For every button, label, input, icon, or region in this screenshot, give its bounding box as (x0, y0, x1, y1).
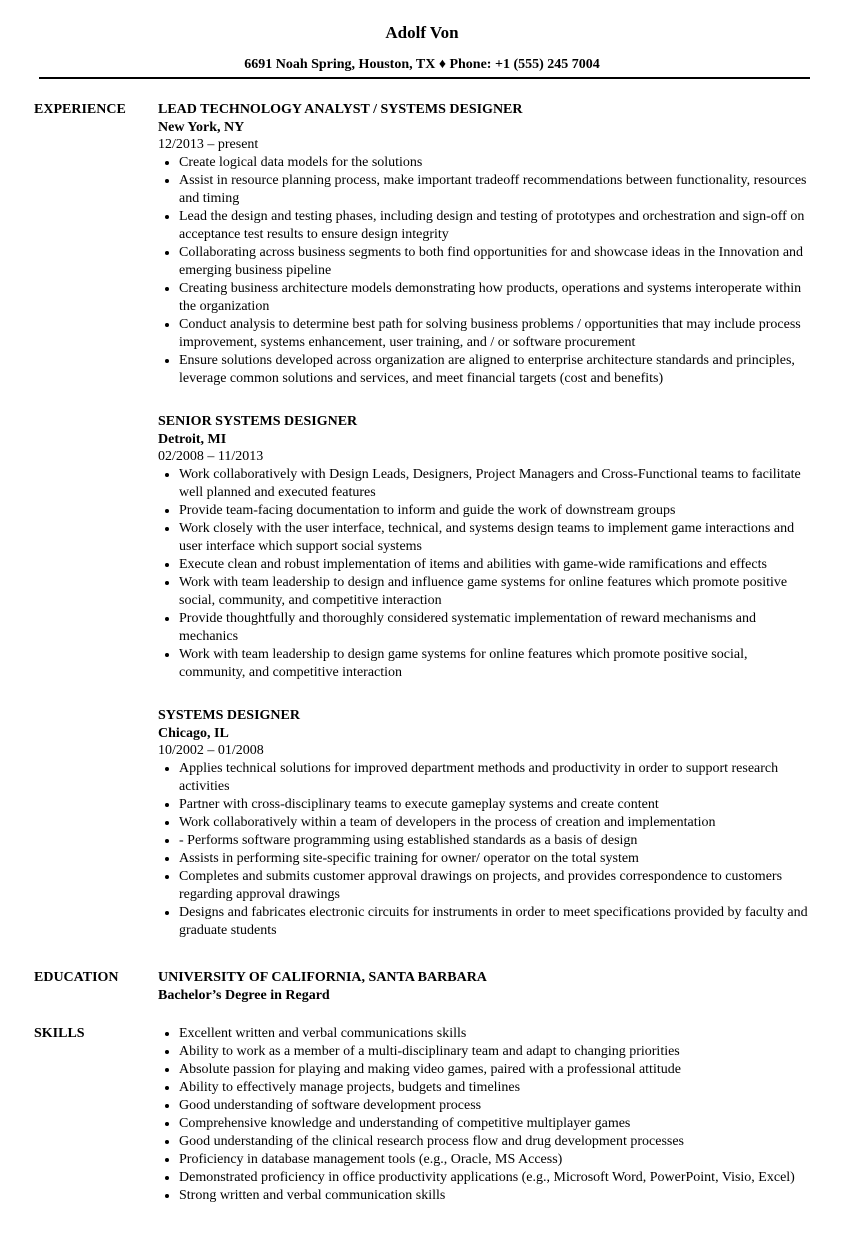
job-entry-lead-technology-analyst (158, 100, 810, 388)
education-content (158, 968, 810, 1005)
degree-name: Bachelor’s Degree in Regard (158, 988, 330, 1003)
section-education (34, 968, 810, 1005)
job-location: Detroit, MI (158, 432, 227, 447)
skills-content (158, 1024, 810, 1205)
job-entry-senior-systems-designer (158, 412, 810, 682)
bullet-item: • Work collaboratively with Design Leads, Designers, Project Managers and Cross-Functional teams to facilitate well planned and executed features (179, 466, 810, 502)
bullet-item: • Provide team-facing documentation to inform and guide the work of downstream groups (179, 502, 810, 520)
job-entry-systems-designer (158, 706, 810, 940)
job-bullet-list (158, 466, 810, 682)
job-title: SENIOR SYSTEMS DESIGNER (158, 414, 358, 429)
bullet-item: • - Performs software programming using established standards as a basis of design (179, 832, 810, 850)
bullet-item: • Completes and submits customer approval drawings on projects, and provides correspondence to customers regarding approval drawings (179, 868, 810, 904)
bullet-item: • Lead the design and testing phases, including design and testing of prototypes and orchestration and sign-off on acceptance test results to ensure design integrity (179, 208, 810, 244)
job-title: SYSTEMS DESIGNER (158, 708, 300, 723)
bullet-item: • Good understanding of software development process (179, 1097, 810, 1115)
bullet-item: • Ensure solutions developed across organization are aligned to enterprise architecture standards and principles, leverage common solutions and services, and meet financial targets (cost and benefits) (179, 352, 810, 388)
bullet-item: • Conduct analysis to determine best path for solving business problems / opportunities that may include process improvement, systems enhancement, user training, and / or software procurement (179, 316, 810, 352)
bullet-item: • Work with team leadership to design and influence game systems for online features which promote positive social, community, and competitive interaction (179, 574, 810, 610)
bullet-item: • Proficiency in database management tools (e.g., Oracle, MS Access) (179, 1151, 810, 1169)
job-location: Chicago, IL (158, 726, 229, 741)
job-dates: 12/2013 – present (158, 137, 259, 152)
section-skills (34, 1024, 810, 1205)
bullet-item: • Work with team leadership to design game systems for online features which promote positive social, community, and competitive interaction (179, 646, 810, 682)
job-bullet-list (158, 760, 810, 940)
section-label-education: EDUCATION (34, 970, 119, 985)
bullet-item: • Ability to work as a member of a multi-disciplinary team and adapt to changing priorities (179, 1043, 810, 1061)
bullet-item: • Work collaboratively within a team of developers in the process of creation and implementation (179, 814, 810, 832)
section-label-skills: SKILLS (34, 1026, 85, 1041)
bullet-item: • Assists in performing site-specific training for owner/ operator on the total system (179, 850, 810, 868)
candidate-name: Adolf Von (385, 23, 459, 42)
bullet-item: • Strong written and verbal communication skills (179, 1187, 810, 1205)
section-label-experience: EXPERIENCE (34, 102, 126, 117)
bullet-item: • Excellent written and verbal communications skills (179, 1025, 810, 1043)
bullet-item: • Partner with cross-disciplinary teams to execute gameplay systems and create content (179, 796, 810, 814)
skills-bullet-list (158, 1025, 810, 1205)
job-bullet-list (158, 154, 810, 388)
bullet-item: • Work closely with the user interface, technical, and systems design teams to implement game interactions and user interface which support social systems (179, 520, 810, 556)
job-dates: 10/2002 – 01/2008 (158, 743, 264, 758)
job-location: New York, NY (158, 120, 245, 135)
bullet-item: • Creating business architecture models demonstrating how products, operations and systems interoperate within the organization (179, 280, 810, 316)
contact-line: 6691 Noah Spring, Houston, TX ♦ Phone: +1 (555) 245 7004 (244, 57, 600, 72)
bullet-item: • Comprehensive knowledge and understanding of competitive multiplayer games (179, 1115, 810, 1133)
resume-header (34, 22, 810, 79)
section-experience (34, 100, 810, 940)
bullet-item: • Absolute passion for playing and making video games, paired with a professional attitude (179, 1061, 810, 1079)
bullet-item: • Create logical data models for the solutions (179, 154, 810, 172)
experience-content (158, 100, 810, 940)
bullet-item: • Execute clean and robust implementation of items and abilities with game-wide ramifications and effects (179, 556, 810, 574)
school-name: UNIVERSITY OF CALIFORNIA, SANTA BARBARA (158, 970, 487, 985)
bullet-item: • Applies technical solutions for improved department methods and productivity in order to support research activities (179, 760, 810, 796)
bullet-item: • Collaborating across business segments to both find opportunities for and showcase ideas in the Innovation and emerging business pipeline (179, 244, 810, 280)
bullet-item: • Provide thoughtfully and thoroughly considered systematic implementation of reward mechanisms and mechanics (179, 610, 810, 646)
bullet-item: • Ability to effectively manage projects, budgets and timelines (179, 1079, 810, 1097)
job-title: LEAD TECHNOLOGY ANALYST / SYSTEMS DESIGNER (158, 102, 523, 117)
bullet-item: • Designs and fabricates electronic circuits for instruments in order to meet specifications provided by faculty and graduate students (179, 904, 810, 940)
bullet-item: • Good understanding of the clinical research process flow and drug development processes (179, 1133, 810, 1151)
job-dates: 02/2008 – 11/2013 (158, 449, 264, 464)
bullet-item: • Demonstrated proficiency in office productivity applications (e.g., Microsoft Word, PowerPoint, Visio, Excel) (179, 1169, 810, 1187)
bullet-item: • Assist in resource planning process, make important tradeoff recommendations between functionality, resources and timing (179, 172, 810, 208)
header-divider (39, 77, 810, 79)
